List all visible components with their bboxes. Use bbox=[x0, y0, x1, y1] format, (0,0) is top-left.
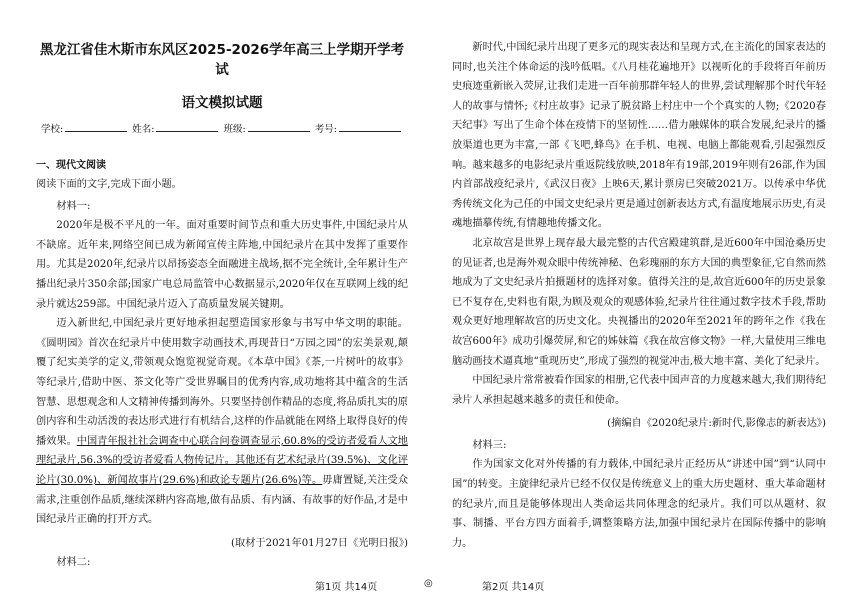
material2-paragraph1: 新时代,中国纪录片出现了更多元的现实表达和呈现方式,在主流化的国家表达的同时,也关注个体命运的浅吟低唱。《八月桂花遍地开》以视听化的手段将百年前历史痕迹重新嵌入荧屏,让我们走进一百年前那群年轻人的世界,尝试理解那个时代年轻人的故事与情怀;《村庄故事》记录了脱贫路上村庄中一个个真实的人物;《2020春天纪事》写出了生命个体在疫情下的坚韧性……借力融媒体的联合发展,纪录片的播放渠道也更为丰富,一部《飞吧,蜂鸟》在手机、电视、电脑上都能观看,引起强烈反响。越来越多的电影纪录片重返院线放映,2018年有19部,2019年则有26部,作为国内首部战疫纪录片,《武汉日夜》上映6天,累计票房已突破2021万。以传承中华优秀传统文化为己任的中国文史纪录片更是通过创新表达方式,有温度地展示历史,有灵魂地描摹传统,有情趣地传播文化。 bbox=[452, 42, 826, 230]
section-heading: 一、现代文阅读 bbox=[36, 160, 106, 171]
exam-no-label: 考号: bbox=[314, 124, 337, 135]
material2-paragraph3: 中国纪录片常常被看作国家的相册,它代表中国声音的力度越来越大,我们期待纪录片人承担起越来越多的责任和使命。 bbox=[452, 375, 826, 406]
underlined-survey-text: 中国青年报社社会调查中心联合问卷调查显示,60.8%的受访者爱看人文地理纪录片,56.3%的受访者爱看人物传记片。其他还有艺术纪录片(39.5%)、文化评论片(30.0%)、新闻故事片(29.6%)和政论专题片(26.6%)等。 bbox=[36, 435, 408, 486]
right-page bbox=[430, 0, 860, 607]
page-number-right: 第2页 共14页 bbox=[482, 582, 545, 593]
student-info-line bbox=[36, 121, 408, 135]
school-label: 学校: bbox=[41, 124, 64, 135]
material1-label: 材料一: bbox=[56, 200, 91, 212]
exam-no-blank bbox=[339, 121, 401, 132]
material2-label: 材料二: bbox=[56, 557, 91, 569]
material1-paragraph2-text: 迈入新世纪,中国纪录片更好地承担起塑造国家形象与书写中华文明的职能。《圆明园》首次在纪录片中使用数字动画技术,再现昔日“万园之园”的宏美景观,颠覆了纪实美学的定义,带领观众饱览视觉奇观。《本草中国》《茶,一片树叶的故事》等纪录片,借助中医、茶文化等广受世界瞩目的优秀内容,成功地将其中蕴含的生活智慧、思想观念和人文精神传播到海外。只要坚持创作精品的态度,将品质扎实的原创内容和生动活泼的表达形式进行有机结合,这样的作品就能在网络上取得良好的传播效果。 bbox=[36, 318, 408, 447]
material2-paragraph2: 北京故宫是世界上现存最大最完整的古代宫殿建筑群,是近600年中国沧桑历史的见证者,也是海外观众眼中传统神秘、色彩瑰丽的东方大国的典型象征,它自然而然地成为了文史纪录片拍摄题材的选择对象。值得关注的是,故宫近600年的历史景象已不复存在,史料也有限,为顾及观众的观感体验,纪录片往往通过数字技术手段,帮助观众更好地理解故宫的历史文化。央视播出的2020年至2021年的跨年之作《我在故宫600年》成功引爆荧屏,和它的姊妹篇《我在故宫修文物》一样,大量使用三维电脑动画技术逼真地“重现历史”,形成了强烈的视觉冲击,极大地丰富、美化了纪录片。 bbox=[452, 237, 826, 367]
name-blank bbox=[156, 121, 218, 132]
material1-source: (取材于2021年01月27日《光明日报》) bbox=[231, 537, 408, 549]
exam-subtitle: 语文模拟试题 bbox=[181, 95, 263, 111]
material2-source: (摘编自《2020纪录片:新时代,影像志的新表达》) bbox=[607, 418, 826, 430]
name-label: 姓名: bbox=[132, 124, 155, 135]
material1-paragraph2-end: 毋庸置疑,关注受众需求,注重创作品质,继续深耕内容高地,做有品质、有内涵、有故事的好作品,才是中国纪录片正确的打开方式。 bbox=[36, 474, 409, 526]
material3-label: 材料三: bbox=[472, 439, 507, 451]
material1-paragraph1: 2020年是极不平凡的一年。面对重要时间节点和重大历史事件,中国纪录片从不缺席。近年来,网络空间已成为新闻宣传主阵地,中国纪录片在其中发挥了重要作用。尤其是2020年,纪录片以昂扬姿态全面融进主战场,据不完全统计,全年累计生产播出纪录片350余部;国家广电总局监管中心数据显示,2020年仅在互联网上线的纪录片就达259部。中国纪录片迈入了高质量发展关键期。 bbox=[36, 220, 408, 310]
class-blank bbox=[248, 121, 310, 132]
class-label: 班级: bbox=[223, 124, 246, 135]
instruction: 阅读下面的文字,完成下面小题。 bbox=[36, 179, 182, 190]
exam-title: 黑龙江省佳木斯市东风区2025-2026学年高三上学期开学考试 bbox=[39, 42, 405, 78]
center-circle-icon: ◎ bbox=[424, 578, 433, 589]
page-number-left: 第1页 共14页 bbox=[315, 582, 378, 593]
material3-paragraph1: 作为国家文化对外传播的有力载体,中国纪录片正经历从“讲述中国”到“认同中国”的转变。主旋律纪录片已经不仅仅是传统意义上的重大历史题材、重大革命题材的纪录片,而且是能够体现出人类命运共同体理念的纪录片。我们可以从题材、叙事、制播、平台方四方面着手,调整策略方法,加强中国纪录片在国际传播中的影响力。 bbox=[452, 459, 826, 549]
school-blank bbox=[65, 121, 127, 132]
material1-paragraph2 bbox=[36, 314, 408, 530]
